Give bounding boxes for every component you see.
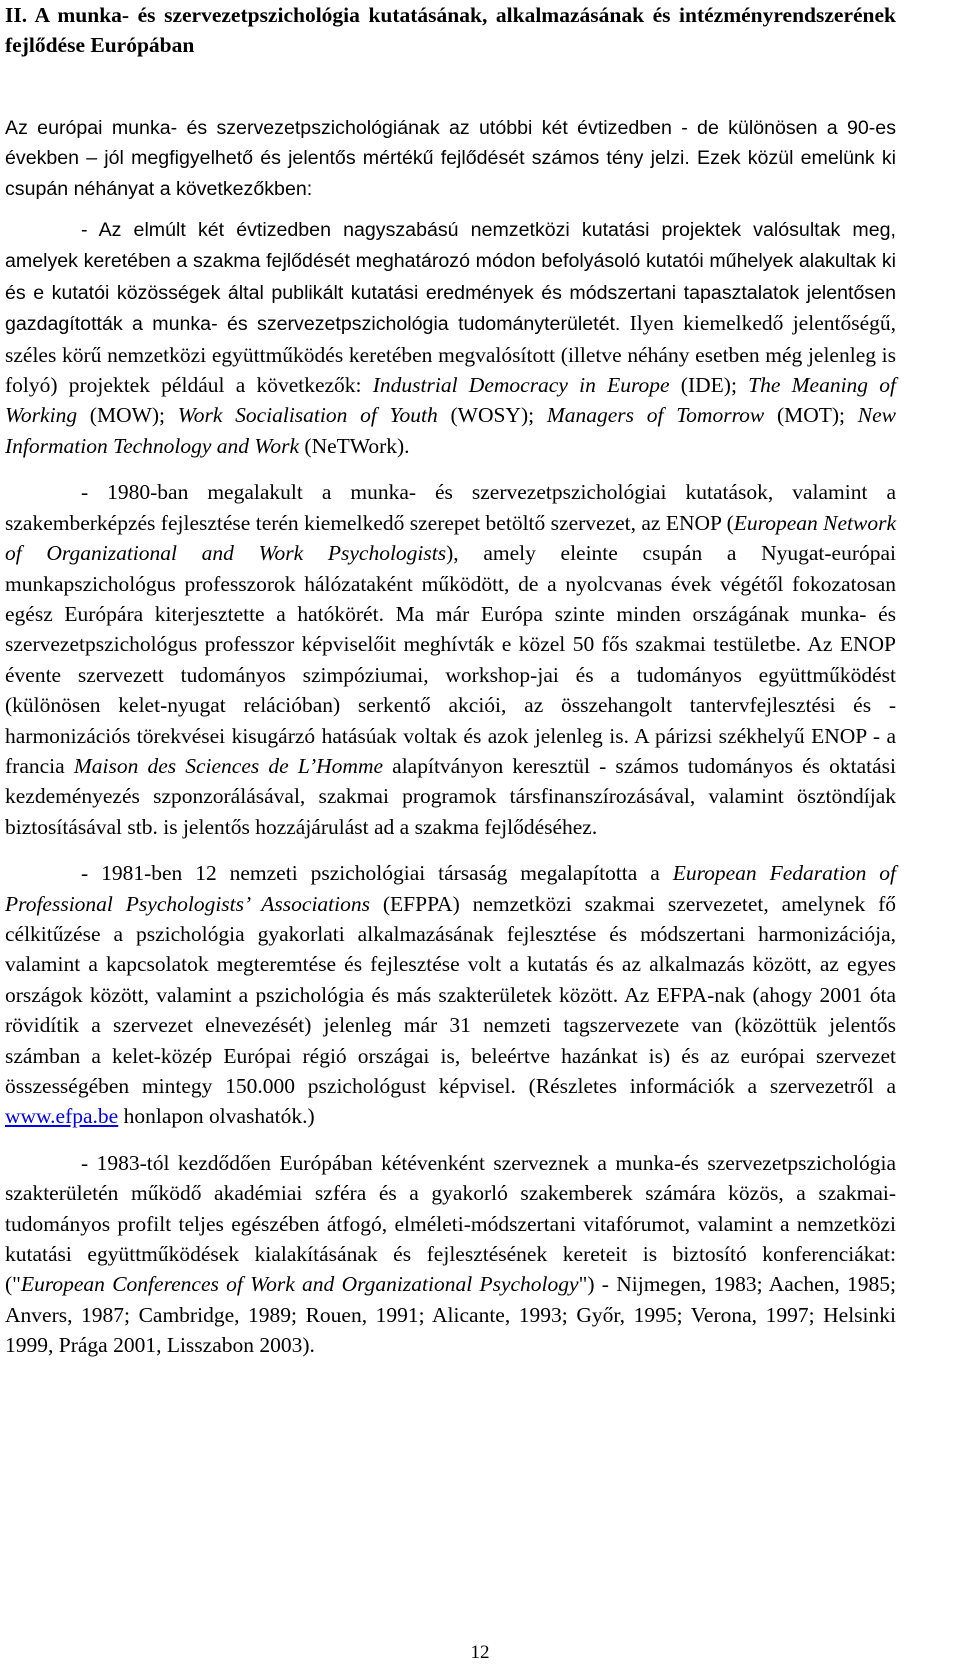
- paragraph-efppa: [5, 858, 896, 1132]
- paragraph-text: (EFPPA) nemzetközi szakmai szervezetet, amelynek fő célkitűzése a pszichológia gyakorlati alkalmazásának fejlesztése és módszertani harmonizációja, valamint a kapcsolatok megteremtése és fejlesztése volt a kutatás és az alkalmazás között, az egyes országok között, valamint a pszichológia és más szakterületek között. Az EFPA-nak (ahogy 2001 óta rövidítik a szervezet elnevezését) jelenleg már 31 nemzeti tagszervezete van (közöttük jelentős számban a kelet-közép Európai régió országai is, beleértve hazánkat is) és az európai szervezet összességében mintegy 150.000 pszichológust képvisel. (Részletes információk a szervezetről a: [5, 891, 896, 1098]
- conference-name: European Conferences of Work and Organizational Psychology: [20, 1272, 579, 1297]
- paragraph-text: alapítványon keresztül - számos tudományos és oktatási kezdeményezés szponzorálásával, szakmai programok társfinanszírozásával, valamint ösztöndíjak biztosításával stb. is jelentős hozzájárulást ad a szakma fejlődéséhez.: [5, 753, 896, 839]
- paragraph-text: - 1983-tól kezdődően Európában kétévenként szerveznek a munka-és szervezetpszichológia szakterületén működő akadémiai szféra és a gyakorló szakemberek számára közös, a szakmai-tudományos profilt teljes egészében átfogó, elméleti-módszertani vitafórumot, valamint a nemzetközi kutatási együttműködések kialakításának és fejlesztésének kereteit is biztosító konferenciákat: (": [5, 1150, 896, 1297]
- section-heading: II. A munka- és szervezetpszichológia kutatásának, alkalmazásának és intézményrendszerének fejlődése Európában: [5, 3, 896, 58]
- paragraph-text: - 1980-ban megalakult a munka- és szervezetpszichológiai kutatások, valamint a szakemberképzés fejlesztése terén kiemelkedő szerepet betöltő szervezet, az ENOP (: [5, 480, 896, 535]
- enop-full-name: European Network of Organizational and Work Psychologists: [5, 510, 896, 566]
- document-page: [5, 0, 896, 1361]
- project-name: Managers of Tomorrow: [546, 403, 765, 428]
- project-name: Work Socialisation of Youth: [177, 403, 438, 428]
- intro-paragraph: [5, 113, 896, 204]
- paragraph-text: - 1981-ben 12 nemzeti pszichológiai társaság megalapította a: [81, 861, 673, 886]
- paragraph-text: - Az elmúlt két évtizedben nagyszabású nemzetközi kutatási projektek valósultak meg, amelyek keretében a szakma fejlődését meghatározó módon befolyásoló kutatói műhelyek alakultak ki és e kutatói közösségek által publikált kutatási eredmények és módszertani tapasztalatok jelentősen gazdagították a munka- és szervezetpszichológia tudományterületét.: [5, 219, 896, 336]
- efppa-full-name: European Fedaration of Professional Psychologists’ Associations: [5, 861, 896, 916]
- paragraph-text: ), amely eleinte csupán a Nyugat-európai munkapszichológus professzorok hálózataként működött, de a nyolcvanas évek végétől fokozatosan egész Európára kiterjesztette a hatókörét. Ma már Európa szinte minden országának munka- és szervezetpszichológus professzor képviselőit meghívták e közel 50 fős szakmai testületbe. Az ENOP évente szervezett tudományos szimpóziumai, workshop-jai és a tudományos együttműködést (különösen kelet-nyugat relációban) serkentő akciói, az összehangolt tantervfejlesztési és -harmonizációs törekvései kisugárzó hatásúak voltak és azok jelenleg is. A párizsi székhelyű ENOP - a francia: [5, 541, 896, 778]
- project-abbr: (NeTWork).: [299, 433, 410, 458]
- paragraph-text: honlapon olvashatók.): [118, 1104, 315, 1129]
- paragraph-enop: [5, 477, 896, 842]
- project-abbr: (WOSY);: [437, 403, 547, 428]
- intro-text: Az európai munka- és szervezetpszichológiának az utóbbi két évtizedben - de különösen a 90-es években – jól megfigyelhető és jelentős mértékű fejlődését számos tény jelzi.: [5, 116, 896, 170]
- project-abbr: (IDE);: [669, 373, 749, 398]
- paragraph-text: ") - Nijmegen, 1983; Aachen, 1985; Anvers, 1987; Cambridge, 1989; Rouen, 1991; Alicante, 1993; Győr, 1995; Verona, 1997; Helsinki 1999, Prága 2001, Lisszabon 2003).: [5, 1272, 896, 1358]
- project-name: New Information Technology and Work: [5, 403, 896, 458]
- paragraph-text: Ilyen kiemelkedő jelentőségű, széles körű nemzetközi együttműködés keretében megvalósított (illetve néhány esetben még jelenleg is folyó) projektek például a következők:: [5, 311, 897, 398]
- paragraph-conferences: [5, 1148, 896, 1361]
- project-name: The Meaning of Working: [5, 373, 897, 428]
- maison-name: Maison des Sciences de L’Homme: [73, 753, 384, 778]
- project-name: Industrial Democracy in Europe: [372, 373, 670, 398]
- efpa-website-link[interactable]: www.efpa.be: [5, 1104, 119, 1129]
- paragraph-projects: [5, 214, 896, 461]
- project-abbr: (MOW);: [77, 403, 178, 428]
- intro-text-2: Ezek közül emelünk ki csupán néhányat a következőkben:: [5, 147, 896, 200]
- page-number: 12: [470, 1642, 490, 1663]
- project-abbr: (MOT);: [764, 403, 858, 428]
